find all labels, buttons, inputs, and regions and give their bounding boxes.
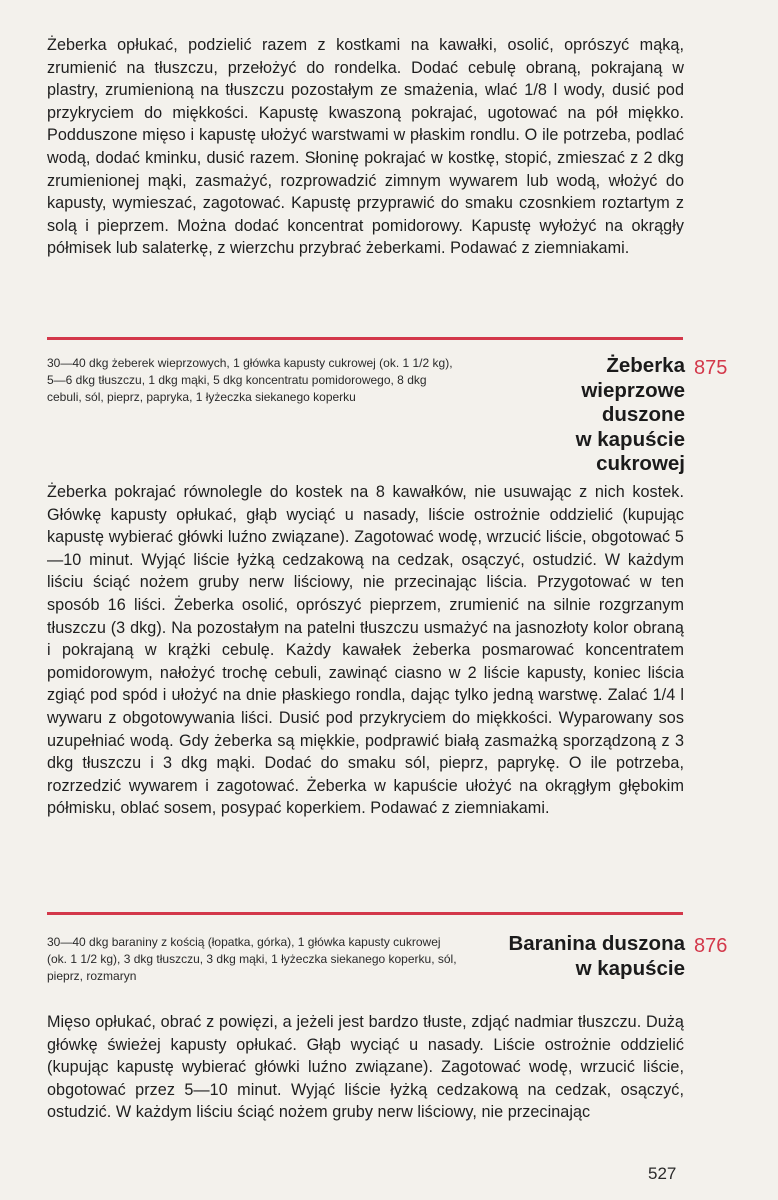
recipe-number-875: 875 — [694, 357, 728, 379]
title-line: Baranina duszona — [508, 932, 685, 955]
recipe-title-875 — [576, 354, 685, 477]
page-number: 527 — [648, 1164, 677, 1183]
title-line: w kapuście — [575, 956, 685, 980]
recipe-divider-875 — [47, 337, 683, 340]
method-876: Mięso opłukać, obrać z powięzi, a jeżeli jest bardzo tłuste, zdjąć nadmiar tłuszczu. Dużą główkę świeżej kapusty opłukać. Głąb wyciąć u nasady. Liście ostrożnie oddzielić (kupując kapustę wybierać główki luźno związane). Zagotować wodę, wrzucić liście, obgotować przez 5—10 minut. Wyjąć liście łyżką cedzakową na cedzak, osączyć, ostudzić. W każdym liściu ściąć nożem gruby nerw liściowy, nie przecinając — [47, 1013, 684, 1122]
recipe-number-876: 876 — [694, 935, 728, 957]
title-line: cukrowej — [596, 452, 685, 475]
recipe-title-876 — [508, 932, 685, 981]
ingredients-876: 30—40 dkg baraniny z kością (łopatka, górka), 1 główka kapusty cukrowej (ok. 1 1/2 kg), 3 dkg tłuszczu, 3 dkg mąki, 1 łyżeczka siekanego koperku, sól, pieprz, rozmaryn — [47, 935, 457, 983]
ingredients-875: 30—40 dkg żeberek wieprzowych, 1 główka kapusty cukrowej (ok. 1 1/2 kg), 5—6 dkg tłuszczu, 1 dkg mąki, 5 dkg koncentratu pomidorowego, 8 dkg cebuli, sól, pieprz, papryka, 1 łyżeczka siekanego koperku — [47, 356, 453, 404]
method-875: Żeberka pokrajać równolegle do kostek na 8 kawałków, nie usuwając z nich kostek. Główkę kapusty opłukać, głąb wyciąć u nasady, liście ostrożnie oddzielić (kupując kapustę wybierać główki luźno związane). Zagotować wodę, wrzucić liście, obgotować 5—10 minut. Wyjąć liście łyżką cedzakową na cedzak, osączyć, ostudzić. W każdym liściu ściąć nożem gruby nerw liściowy, nie przecinając liścia. Przygotować w ten sposób 16 liści. Żeberka osolić, oprószyć pieprzem, zrumienić na silnie rozgrzanym tłuszczu (3 dkg). Na pozostałym na patelni tłuszczu usmażyć na jasnozłoty kolor obraną i pokrajaną w krążki cebulę. Każdy kawałek żeberka posmarować koncentratem pomidorowym, nałożyć trochę cebuli, zawinąć ciasno w 2 liście kapusty, koniec liścia zgiąć pod spód i ułożyć na dnie płaskiego rondla, dając tylko jedną warstwę. Zalać 1/4 l wywaru z obgotowywania liści. Dusić pod przykryciem do miękkości. Wyparowany sos uzupełniać wodą. Gdy żeberka są miękkie, podprawić białą zasmażką sporządzoną z 3 dkg tłuszczu i 3 dkg mąki. Dodać do smaku sól, pieprz, paprykę. O ile potrzeba, rozrzedzić wywarem i zagotować. Żeberka w kapuście ułożyć na okrągłym głębokim półmisku, oblać sosem, posypać koperkiem. Podawać z ziemniakami. — [47, 483, 684, 818]
intro-paragraph: Żeberka opłukać, podzielić razem z kostkami na kawałki, osolić, oprószyć mąką, zrumienić na tłuszczu, przełożyć do rondelka. Dodać cebulę obraną, pokrajaną w plastry, zrumienioną na tłuszczu pozostałym ze smażenia, wlać 1/8 l wody, dusić pod przykryciem do miękkości. Kapustę kwaszoną pokrajać, ugotować na pół miękko. Podduszone mięso i kapustę ułożyć warstwami w płaskim rondlu. O ile potrzeba, podlać wodą, dodać kminku, dusić razem. Słoninę pokrajać w kostkę, stopić, zmieszać z 2 dkg zrumienionej mąki, zasmażyć, rozprowadzić zimnym wywarem lub wodą, włożyć do kapusty, wymieszać, zagotować. Kapustę przyprawić do smaku czosnkiem roztartym z solą i pieprzem. Można dodać koncentrat pomidorowy. Kapustę wyłożyć na okrągły półmisek lub salaterkę, z wierzchu przybrać żeberkami. Podawać z ziemniakami. — [47, 36, 684, 258]
title-line: w kapuście — [575, 427, 685, 451]
recipe-divider-876 — [47, 912, 683, 915]
title-line: duszone — [601, 403, 685, 426]
title-line: wieprzowe — [581, 378, 685, 402]
title-line: Żeberka — [606, 354, 685, 377]
